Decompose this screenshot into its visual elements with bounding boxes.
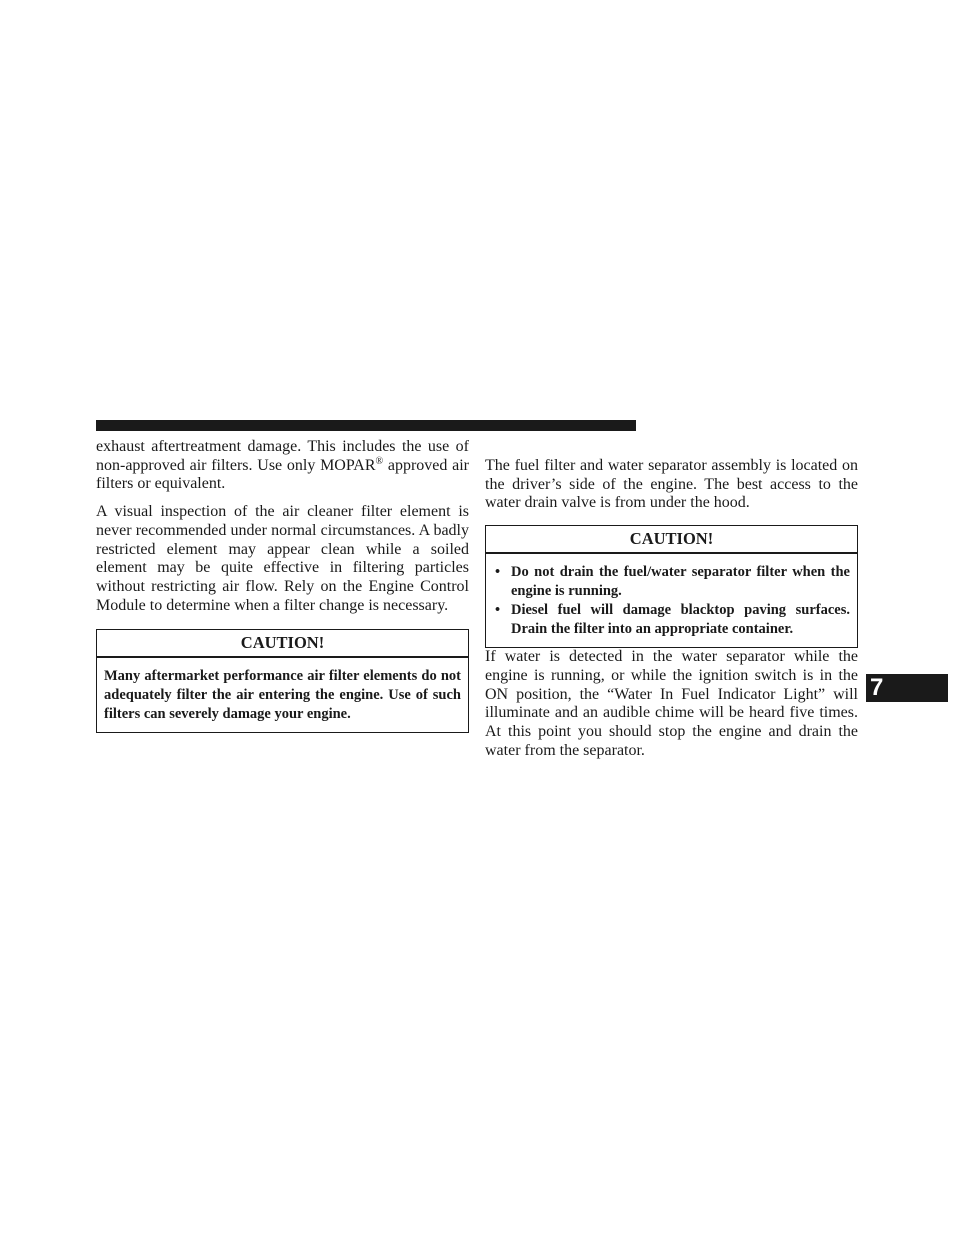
- left-paragraph-1-text-end: approved air filters or equivalent.: [96, 456, 470, 493]
- bullet-icon: •: [495, 602, 501, 619]
- caution-title: CAUTION!: [486, 526, 857, 554]
- left-paragraph-1: [96, 438, 469, 494]
- caution-text: Many aftermarket performance air filter elements do not adequately filter the air entering the engine. Use of such filters can severely damage your engine.: [104, 668, 461, 723]
- right-paragraph-1: The fuel filter and water separator assembly is located on the driver’s side of the engine. The best access to the water drain valve is from under the hood.: [485, 457, 858, 512]
- caution-list-container: [486, 554, 857, 647]
- left-caution-box: [96, 629, 469, 733]
- caution-item-text: Diesel fuel will damage blacktop paving surfaces. Drain the filter into an appropriate container.: [511, 602, 850, 638]
- section-header-rule: [96, 420, 636, 431]
- left-paragraph-1-text: exhaust aftertreatment damage. This includes the use of non-approved air filters. Use only MOPAR: [96, 438, 469, 474]
- right-caution-box: [485, 525, 858, 648]
- left-paragraph-2: A visual inspection of the air cleaner filter element is never recommended under normal circumstances. A badly restricted element may appear clean while a soiled element may be quite effective in filtering particles without restricting air flow. Rely on the Engine Control Module to determine when a filter change is necessary.: [96, 503, 469, 614]
- right-column: [485, 457, 858, 760]
- caution-list-item: [493, 601, 850, 639]
- registered-mark: ®: [375, 455, 384, 467]
- bullet-icon: •: [495, 564, 501, 581]
- chapter-tab: 7: [866, 674, 948, 702]
- caution-list-item: [493, 563, 850, 601]
- left-column: [96, 438, 469, 733]
- caution-title: CAUTION!: [97, 630, 468, 658]
- right-paragraph-2: If water is detected in the water separator while the engine is running, or while the ignition switch is in the ON position, the “Water In Fuel Indicator Light” will illuminate and an audible chime will be heard five times. At this point you should stop the engine and drain the water from the separator.: [485, 648, 858, 759]
- caution-item-text: Do not drain the fuel/water separator filter when the engine is running.: [511, 564, 850, 600]
- caution-list: [493, 563, 850, 639]
